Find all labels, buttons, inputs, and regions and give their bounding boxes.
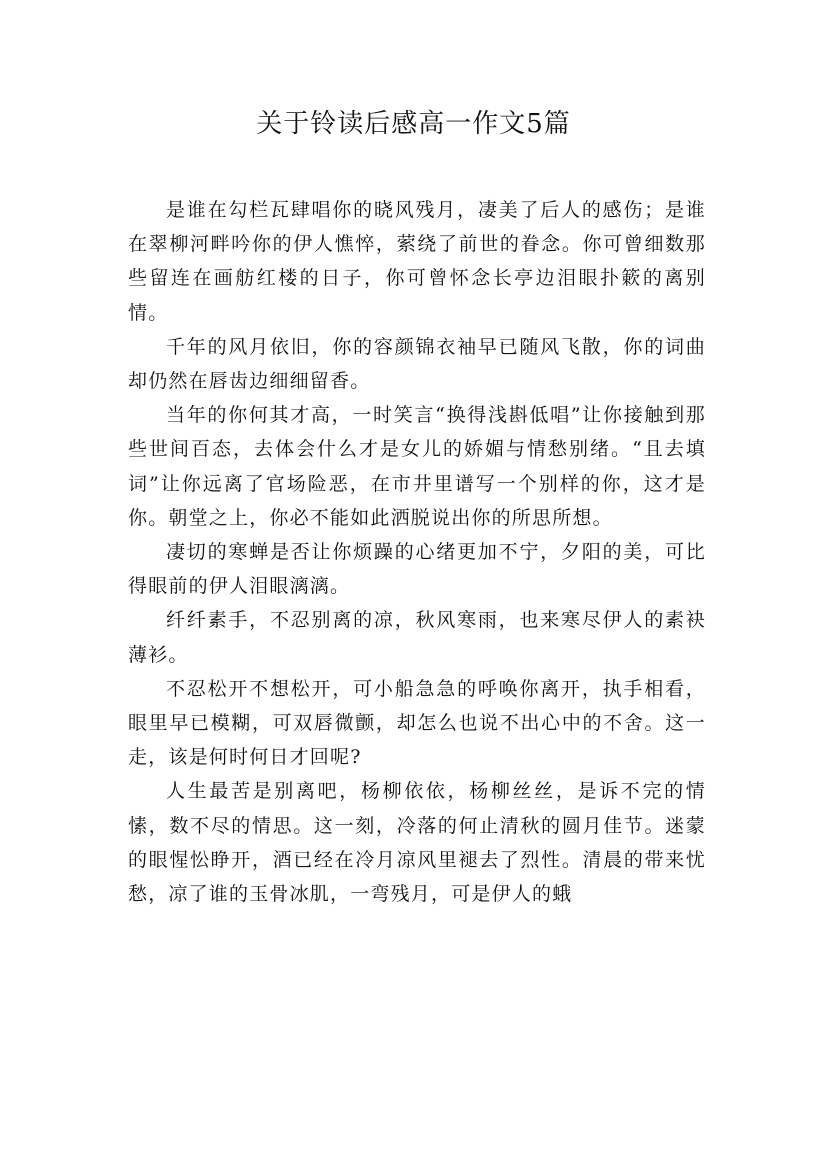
paragraph-7: 人生最苦是别离吧，杨柳依依，杨柳丝丝，是诉不完的情愫，数不尽的情思。这一刻，冷落的何止清秋的圆月佳节。迷蒙的眼惺忪睁开，酒已经在冷月凉风里褪去了烈性。清晨的带来忧愁，凉了谁的玉骨冰肌，一弯残月，可是伊人的蛾	[128, 780, 706, 906]
paragraph-6: 不忍松开不想松开，可小船急急的呼唤你离开，执手相看，眼里早已模糊，可双唇微颤，却怎么也说不出心中的不舍。这一走，该是何时何日才回呢?	[128, 677, 706, 769]
paragraph-5: 纤纤素手，不忍别离的凉，秋风寒雨，也来寒尽伊人的素袂薄衫。	[128, 609, 706, 666]
paragraph-4: 凄切的寒蝉是否让你烦躁的心绪更加不宁，夕阳的美，可比得眼前的伊人泪眼漓漓。	[128, 541, 706, 598]
paragraph-2: 千年的风月依旧，你的容颜锦衣袖早已随风飞散，你的词曲却仍然在唇齿边细细留香。	[128, 335, 706, 393]
paragraph-1: 是谁在勾栏瓦肆唱你的晓风残月，凄美了后人的感伤；是谁在翠柳河畔吟你的伊人憔悴，萦绕了前世的眷念。你可曾细数那些留连在画舫红楼的日子，你可曾怀念长亭边泪眼扑簌的离别情。	[128, 199, 706, 324]
document-body	[128, 193, 706, 911]
paragraph-3: 当年的你何其才高，一时笑言“换得浅斟低唱”让你接触到那些世间百态，去体会什么才是女儿的娇媚与情愁别绪。“且去填词”让你远离了官场险恶，在市井里谱写一个别样的你，这才是你。朝堂之上，你必不能如此洒脱说出你的所思所想。	[128, 404, 706, 529]
document-title: 关于铃读后感高一作文5篇	[256, 109, 571, 139]
